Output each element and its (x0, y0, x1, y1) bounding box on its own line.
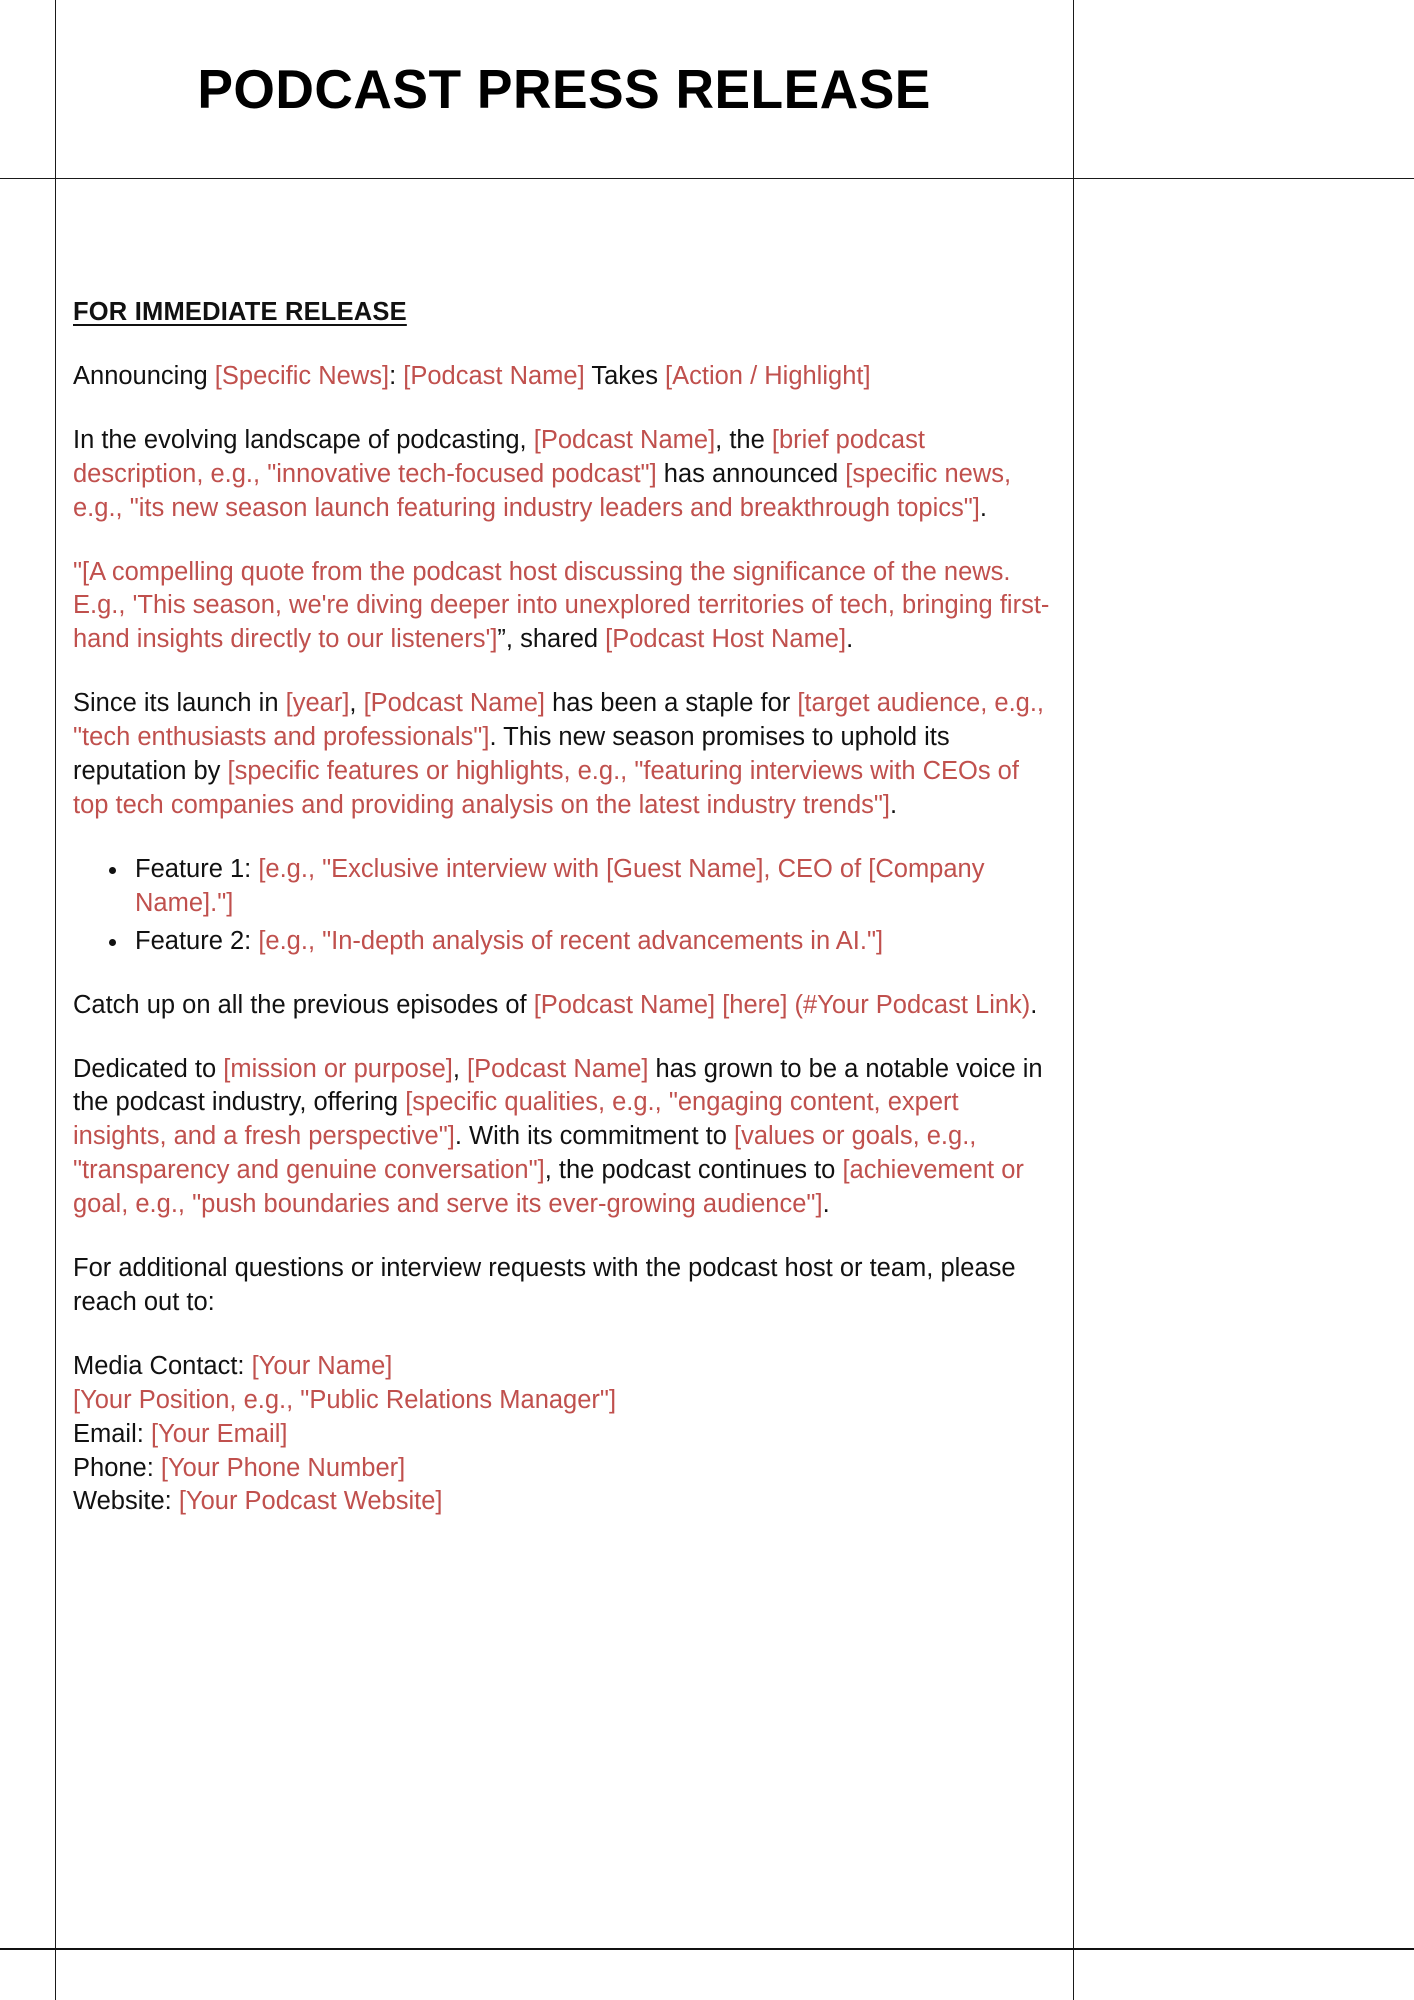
placeholder-year: [year] (285, 689, 350, 718)
dedicated-paragraph (73, 1053, 1056, 1223)
placeholder-host-quote: "[A compelling quote from the podcast host discussing the significance of the news. E.g., 'This season, we're diving deeper into unexplored territories of tech, bringing first-hand insights directly to our listeners'] (73, 557, 1050, 654)
catchup-text-2: . (1030, 990, 1038, 1019)
dedicated-text-1: Dedicated to (73, 1054, 224, 1083)
placeholder-action-highlight: [Action / Highlight] (665, 361, 871, 390)
catchup-text-1: Catch up on all the previous episodes of (73, 990, 534, 1019)
placeholder-feature-detail: [e.g., "In-depth analysis of recent advancements in AI."] (258, 926, 884, 955)
website-label: Website: (73, 1487, 179, 1516)
position-line (73, 1384, 1056, 1418)
announcement-paragraph (73, 360, 1056, 394)
footer-divider-rule (0, 1948, 1414, 1950)
list-item (129, 853, 1056, 921)
placeholder-specific-news: [Specific News] (214, 361, 390, 390)
placeholder-values-goals: [values or goals, e.g., "transparency and genuine conversation"] (73, 1122, 977, 1185)
since-text-1: Since its launch in (73, 689, 286, 718)
placeholder-podcast-name: [Podcast Name] (533, 425, 716, 454)
placeholder-specific-qualities: [specific qualities, e.g., "engaging content, expert insights, and a fresh perspective"] (73, 1088, 959, 1151)
since-text-2: , (349, 689, 364, 718)
catch-up-paragraph (73, 989, 1056, 1023)
website-line (73, 1485, 1056, 1519)
placeholder-target-audience: [target audience, e.g., "tech enthusiasts and professionals"] (73, 689, 1045, 752)
dedicated-text-3: has grown to be a notable voice in the podcast industry, offering (73, 1054, 1043, 1117)
list-item (129, 925, 1056, 959)
feature-label: Feature 2: (135, 926, 259, 955)
phone-label: Phone: (73, 1453, 161, 1482)
features-list (73, 853, 1056, 959)
intro-text-3: has announced (656, 459, 846, 488)
placeholder-your-position: [Your Position, e.g., "Public Relations Manager"] (73, 1385, 617, 1414)
dedicated-text-5: , the podcast continues to (544, 1156, 843, 1185)
placeholder-podcast-name: [Podcast Name] (403, 361, 585, 390)
quote-paragraph (73, 556, 1056, 658)
placeholder-podcast-name: [Podcast Name] (363, 689, 545, 718)
additional-questions-paragraph: For additional questions or interview requests with the podcast host or team, please reach out to: (73, 1254, 1016, 1316)
announce-separator-text: : (389, 361, 404, 390)
placeholder-specific-news-detail: [specific news, e.g., "its new season launch featuring industry leaders and breakthrough topics"] (73, 459, 1012, 522)
page-right-margin-rule (1073, 0, 1074, 2000)
placeholder-podcast-description: [brief podcast description, e.g., "innovative tech-focused podcast"] (73, 425, 925, 488)
intro-text-4: . (979, 493, 987, 522)
placeholder-your-email: [Your Email] (150, 1419, 288, 1448)
since-text-4: . This new season promises to uphold its reputation by (73, 723, 950, 786)
page-title: PODCAST PRESS RELEASE (197, 57, 932, 120)
placeholder-your-phone-number: [Your Phone Number] (160, 1453, 406, 1482)
placeholder-your-name: [Your Name] (251, 1351, 393, 1380)
quote-attribution-text: ”, shared (497, 625, 606, 654)
placeholder-podcast-link[interactable]: [Podcast Name] [here] (#Your Podcast Link) (533, 990, 1031, 1019)
placeholder-your-podcast-website[interactable]: [Your Podcast Website] (178, 1487, 443, 1516)
since-text-3: has been a staple for (545, 689, 798, 718)
placeholder-achievement-goal: [achievement or goal, e.g., "push boundaries and serve its ever-growing audience"] (73, 1156, 1024, 1219)
since-launch-paragraph (73, 687, 1056, 823)
phone-line (73, 1452, 1056, 1486)
media-contact-block (73, 1350, 1056, 1520)
release-label: FOR IMMEDIATE RELEASE (73, 298, 407, 326)
intro-paragraph (73, 424, 1056, 526)
dedicated-text-4: . With its commitment to (454, 1122, 734, 1151)
quote-end-text: . (846, 625, 854, 654)
placeholder-specific-features: [specific features or highlights, e.g., "featuring interviews with CEOs of top tech companies and providing analysis on the latest industry trends"] (73, 757, 1019, 819)
document-body (56, 178, 1073, 1549)
email-label: Email: (73, 1419, 151, 1448)
placeholder-feature-detail: [e.g., "Exclusive interview with [Guest Name], CEO of [Company Name]."] (135, 854, 985, 917)
announce-takes-text: Takes (584, 361, 666, 390)
announce-lead-text: Announcing (73, 361, 215, 390)
placeholder-mission-purpose: [mission or purpose] (223, 1054, 453, 1083)
feature-label: Feature 1: (135, 854, 259, 883)
placeholder-podcast-host-name: [Podcast Host Name] (605, 625, 847, 654)
placeholder-podcast-name: [Podcast Name] (467, 1054, 649, 1083)
since-text-5: . (890, 790, 898, 819)
intro-text-2: , the (715, 425, 772, 454)
email-line (73, 1418, 1056, 1452)
for-immediate-release-paragraph (73, 296, 1056, 330)
dedicated-text-2: , (452, 1054, 468, 1083)
media-contact-line (73, 1350, 1056, 1384)
media-contact-label: Media Contact: (73, 1351, 252, 1380)
dedicated-text-6: . (822, 1190, 830, 1219)
intro-text-1: In the evolving landscape of podcasting, (73, 425, 534, 454)
document-header (56, 0, 1073, 178)
